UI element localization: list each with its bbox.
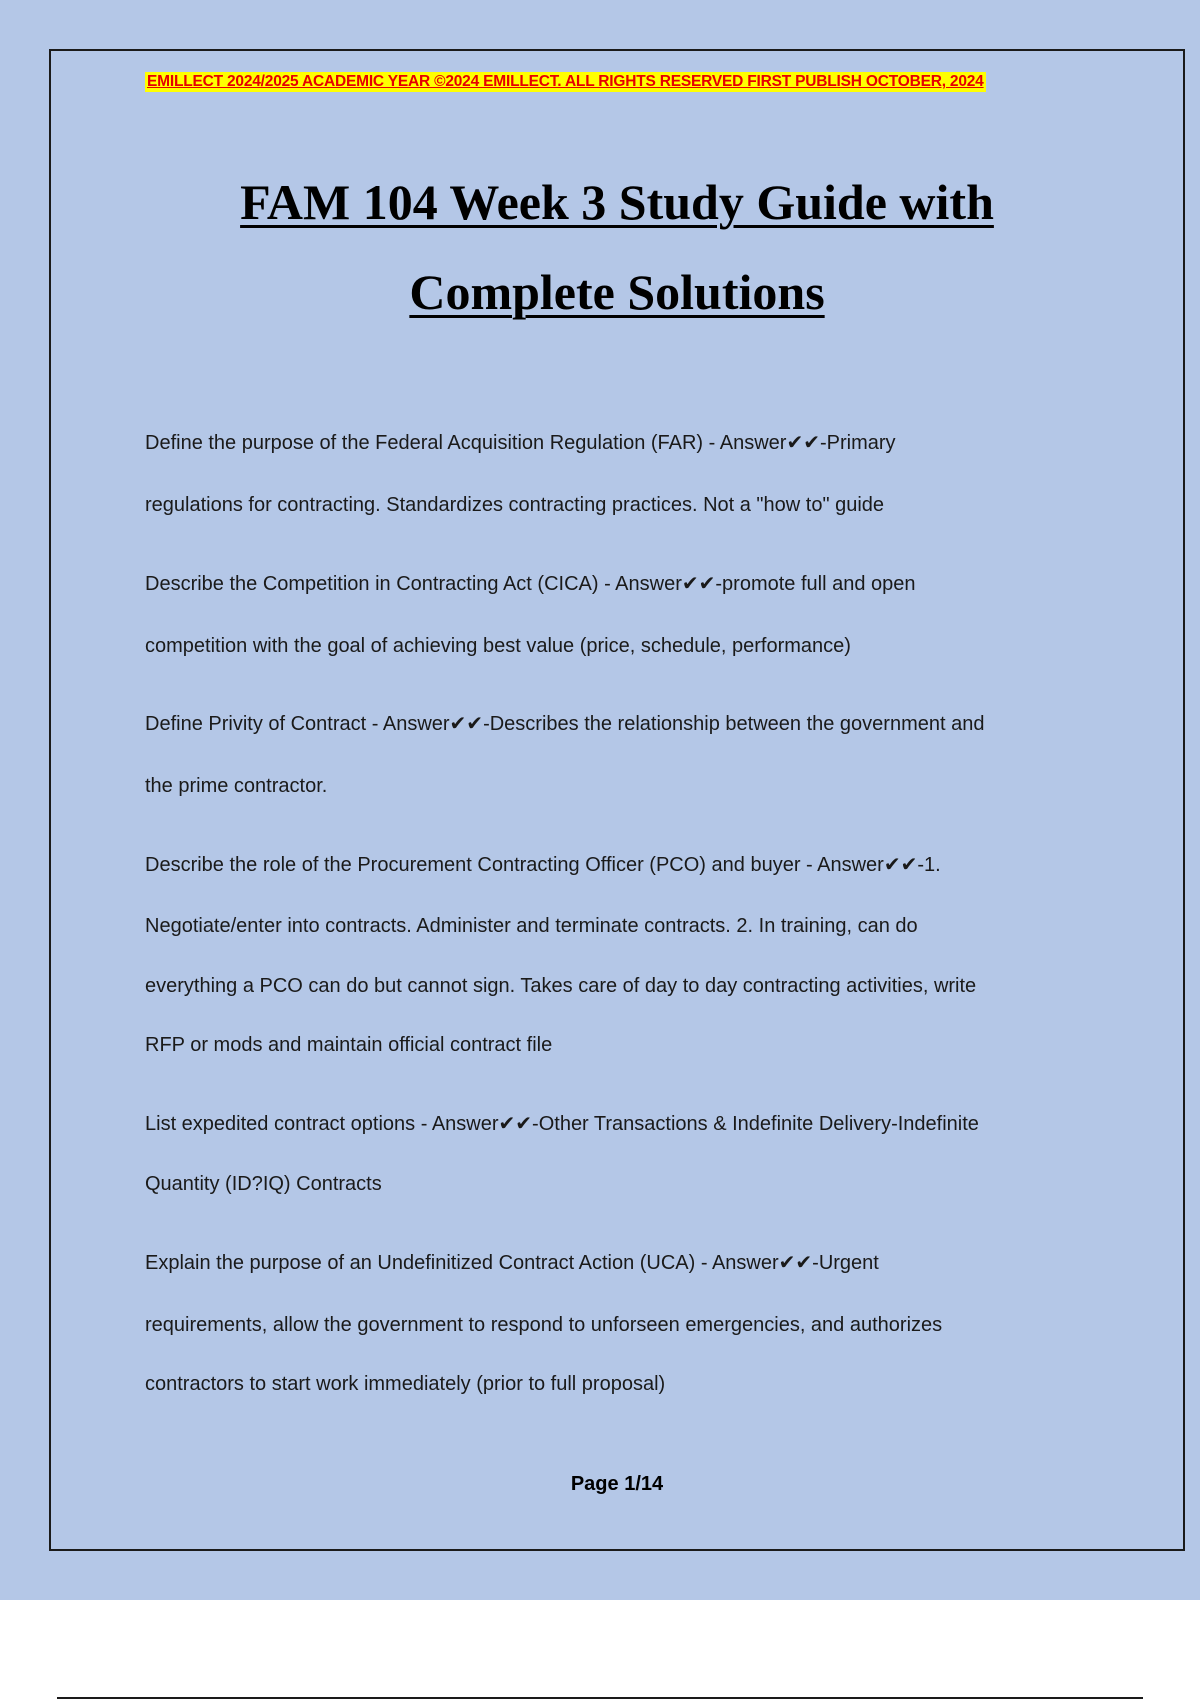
qa-3-line-2: the prime contractor. [145, 775, 328, 797]
qa-6-line-3: contractors to start work immediately (prior to full proposal) [145, 1373, 666, 1395]
copyright-banner: EMILLECT 2024/2025 ACADEMIC YEAR ©2024 EMILLECT. ALL RIGHTS RESERVED FIRST PUBLISH OCTOBER, 2024 [147, 73, 984, 90]
page-number: Page 1/14 [570, 1473, 664, 1495]
qa-2-line-2: competition with the goal of achieving best value (price, schedule, performance) [145, 635, 851, 657]
qa-4-line-3: everything a PCO can do but cannot sign. Takes care of day to day contracting activities, write [145, 975, 977, 997]
bottom-divider [57, 1697, 1143, 1699]
qa-1-line-2: regulations for contracting. Standardizes contracting practices. Not a "how to" guide [145, 494, 885, 516]
document-title-line-1: FAM 104 Week 3 Study Guide with [240, 174, 994, 230]
document-title-line-2: Complete Solutions [409, 264, 825, 320]
qa-4-line-2: Negotiate/enter into contracts. Administer and terminate contracts. 2. In training, can do [145, 915, 918, 937]
qa-5-line-1: List expedited contract options - Answer✔✔-Other Transactions & Indefinite Delivery-Indefinite [145, 1113, 979, 1135]
qa-3-line-1: Define Privity of Contract - Answer✔✔-Describes the relationship between the government and [145, 713, 985, 735]
qa-5-line-2: Quantity (ID?IQ) Contracts [145, 1173, 382, 1195]
qa-1-line-1: Define the purpose of the Federal Acquisition Regulation (FAR) - Answer✔✔-Primary [145, 432, 896, 454]
qa-2-line-1: Describe the Competition in Contracting Act (CICA) - Answer✔✔-promote full and open [145, 573, 916, 595]
qa-4-line-1: Describe the role of the Procurement Contracting Officer (PCO) and buyer - Answer✔✔-1. [145, 854, 941, 876]
qa-4-line-4: RFP or mods and maintain official contract file [145, 1034, 553, 1056]
qa-6-line-1: Explain the purpose of an Undefinitized Contract Action (UCA) - Answer✔✔-Urgent [145, 1252, 879, 1274]
qa-6-line-2: requirements, allow the government to respond to unforseen emergencies, and authorizes [145, 1314, 943, 1336]
